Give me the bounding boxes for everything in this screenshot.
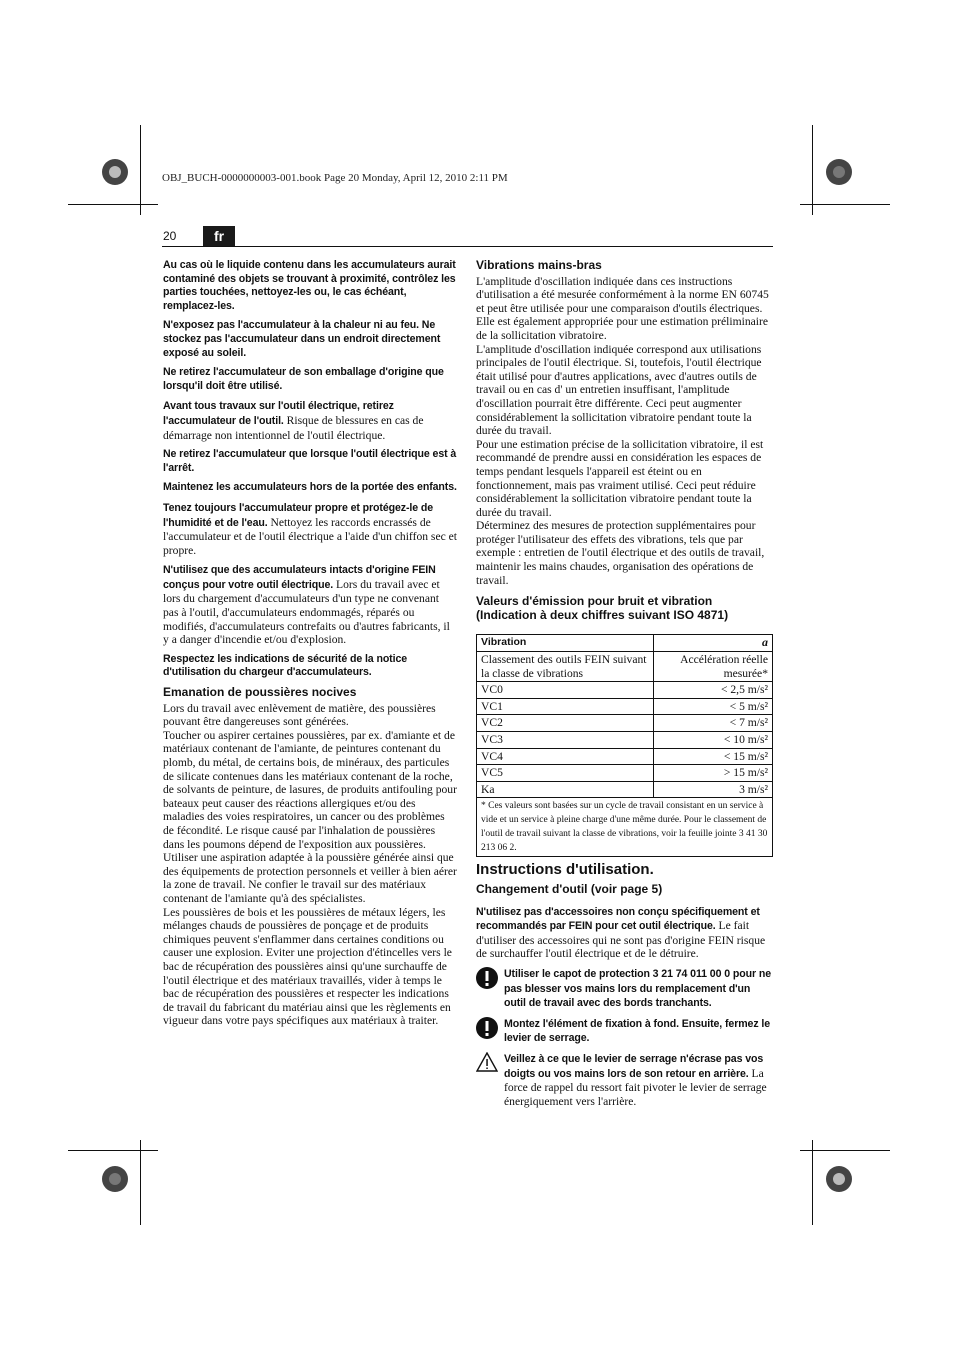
paragraph: Ne retirez l'accumulateur de son emballage d'origine que lorsqu'il doit être utilisé. [163,366,444,392]
registration-mark-bottom-left [100,1164,130,1194]
header-rule [162,246,773,247]
table-header: a [653,635,772,652]
paragraph: Déterminez des mesures de protection supplémentaires pour protéger l'utilisateur des effets des vibrations, tels que par exemple : entretien de l'outil électrique et des outils de travail, maintenir les mains chaudes, organisation des opérations de travail. [476,519,765,587]
paragraph: Avant tous travaux sur l'outil électrique, retirez l'accumulateur de l'outil. Risque de blessures en cas de démarrage non intentionnel de l'outil électrique. [163,400,424,442]
acceleration-value: < 5 m/s² [653,698,772,715]
crosshair-icon [812,1140,814,1225]
crosshair-icon [800,1150,890,1152]
table-cell: Classement des outils FEIN suivant la classe de vibrations [477,652,654,682]
vibration-class: VC1 [477,698,654,715]
crosshair-icon [68,1150,158,1152]
crosshair-icon [140,1140,142,1225]
paragraph: Respectez les indications de sécurité de la notice d'utilisation du chargeur d'accumulateurs. [163,652,408,679]
table-cell: Accélération réelle mesurée* [653,652,772,682]
table-row [477,698,773,715]
table-row [477,748,773,765]
registration-mark-bottom-right [824,1164,854,1194]
paragraph: Toucher ou aspirer certaines poussières, par ex. d'amiante et de matériaux contenant de l'amiante, de peintures contenant du plomb, du métal, de certains bois, de minéraux, des particules de silicate contenues dans les matériaux contenant de la roche, de solvants de peinture, de lasures, de produits antifouling pour bateaux peut causer des réactions allergiques et/ou des maladies des voies respiratoires, un cancer ou des problèmes de fécondité. Le risque causé par l'inhalation de poussières dans les poumons dépend de l'exposition aux poussières. Utiliser une aspiration adaptée à la poussière générée ainsi que des équipements de protection personnels et veiller à bien aérer la zone de travail. Ne confier le travail sur des matériaux contenant de l'amiante qu'à des spécialistes. [163,728,457,905]
crosshair-icon [812,125,814,215]
paragraph: Les poussières de bois et les poussières de métaux légers, les mélanges chauds de poussières de ponçage et de produits chimiques peuvent s'enflammer dans certaines conditions ou causer une explosion. Eviter une projection d'étincelles vers le bac de récupération des poussières ainsi qu'une surchauffe de l'outil électrique et des matériaux travaillés, vider à temps le bac de récupération des poussières et respecter les indications de travail du fabricant du matériau ainsi que les règlements en vigueur dans votre pays spécifiques aux matériaux à traiter. [163,905,452,1028]
book-header: OBJ_BUCH-0000000003-001.book Page 20 Monday, April 12, 2010 2:11 PM [162,172,508,184]
vibration-table [476,634,773,857]
section-heading-emission: Valeurs d'émission pour bruit et vibration (Indication à deux chiffres suivant ISO 4871) [476,594,729,622]
paragraph: Lors du travail avec enlèvement de matière, des poussières pouvant être dangereuses sont générées. [163,701,436,729]
acceleration-value: < 2,5 m/s² [653,682,772,699]
section-heading-instructions: Instructions d'utilisation. [476,861,654,879]
warning-triangle-icon [476,1052,498,1076]
acceleration-value: < 15 m/s² [653,748,772,765]
warning-item: Utiliser le capot de protection 3 21 74 011 00 0 pour ne pas blesser vos mains lors du remplacement d'un outil de travail avec des bords tranchants. [476,967,773,1011]
left-column [163,259,457,1028]
vibration-class: Ka [477,781,654,798]
crosshair-icon [140,125,142,215]
paragraph: L'amplitude d'oscillation indiquée correspond aux utilisations principales de l'outil électrique. Si, toutefois, l'outil électrique était utilisé pour d'autres applications, avec d'autres outils de travail ou en cas d' un entretien insuffisant, l'amplitude d'oscillation pourrait être différente. Ceci peut augmenter considérablement la sollicitation vibratoire pendant toute la durée du travail. [476,342,762,438]
registration-mark-top-right [824,157,854,187]
table-row [477,765,773,782]
exclamation-icon [476,967,498,993]
table-row [477,715,773,732]
paragraph: Tenez toujours l'accumulateur propre et protégez-le de l'humidité et de l'eau. Nettoyez les raccords encrassés de l'accumulateur et de l'outil électrique a l'aide d'un chiffon sec et propre. [163,501,457,557]
warning-item: Veillez à ce que le levier de serrage n'écrase pas vos doigts ou vos mains lors de son retour en arrière. La force de rappel du ressort fait pivoter le levier de serrage énergiquement vers l'arrière. [476,1052,773,1108]
vibration-class: VC3 [477,732,654,749]
acceleration-value: < 7 m/s² [653,715,772,732]
paragraph: N'exposez pas l'accumulateur à la chaleur ni au feu. Ne stockez pas l'accumulateur dans un endroit directement exposé au soleil. [163,319,441,359]
warning-item: Montez l'élément de fixation à fond. Ensuite, fermez le levier de serrage. [476,1017,773,1046]
exclamation-icon [476,1017,498,1043]
acceleration-value: < 10 m/s² [653,732,772,749]
paragraph: N'utilisez que des accumulateurs intacts d'origine FEIN conçus pour votre outil électrique. Lors du travail avec et lors du chargement d'accumulateurs d'un type ne convenant pas à l'outil, d'accumulateurs endommagés, réparés ou modifiés, d'accumulateurs contrefaits ou d'autres fabricants, il y a danger d'incendie et/ou d'explosion. [163,564,450,647]
crosshair-icon [800,204,890,206]
table-header: Vibration [477,635,654,652]
vibration-class: VC0 [477,682,654,699]
section-heading-dust: Emanation de poussières nocives [163,685,357,700]
vibration-class: VC5 [477,765,654,782]
paragraph: N'utilisez pas d'accessoires non conçu spécifiquement et recommandés par FEIN pour cet outil électrique. Le fait d'utiliser des accessoires qui ne sont pas d'origine FEIN risque de surchauffer l'outil électrique et de le détruire. [476,905,766,961]
page-number: 20 [163,229,177,243]
table-note: * Ces valeurs sont basées sur un cycle de travail consistant en un service à vide et un service à pleine charge d'une même durée. Pour le classement de l'outil de travail suivant la classe de vibrations, voir la feuille jointe 3 41 30 213 06 2. [477,798,773,857]
registration-mark-top-left [100,157,130,187]
crosshair-icon [68,204,158,206]
paragraph: Au cas où le liquide contenu dans les accumulateurs aurait contaminé des objets se trouvant à proximité, contrôlez les parties touchées, nettoyez-les ou, le cas échéant, remplacez-les. [163,259,456,312]
table-row [477,682,773,699]
vibration-rows [477,682,773,798]
section-heading-vibration: Vibrations mains-bras [476,258,602,272]
paragraph: Ne retirez l'accumulateur que lorsque l'outil électrique est à l'arrêt. [163,448,457,474]
vibration-class: VC2 [477,715,654,732]
subsection-heading-tool-change: Changement d'outil (voir page 5) [476,881,663,896]
table-row [477,732,773,749]
acceleration-value: 3 m/s² [653,781,772,798]
paragraph: L'amplitude d'oscillation indiquée dans ces instructions d'utilisation a été mesurée conformément à la norme EN 60745 et peut être utilisée pour une comparaison d'outils électriques. Elle est également appropriée pour une estimation préliminaire de la sollicitation vibratoire. [476,274,769,342]
vibration-class: VC4 [477,748,654,765]
table-row [477,781,773,798]
paragraph: Maintenez les accumulateurs hors de la portée des enfants. [163,481,457,494]
right-column [476,259,773,1114]
paragraph: Pour une estimation précise de la sollicitation vibratoire, il est recommandé de prendre aussi en considération les espaces de temps pendant lesquels l'appareil est éteint ou en fonctionnement, mais pas vraiment utilisé. Ceci peut réduire considérablement la sollicitation vibratoire pendant toute la durée du travail. [476,437,764,519]
language-tab: fr [203,226,235,246]
acceleration-value: > 15 m/s² [653,765,772,782]
